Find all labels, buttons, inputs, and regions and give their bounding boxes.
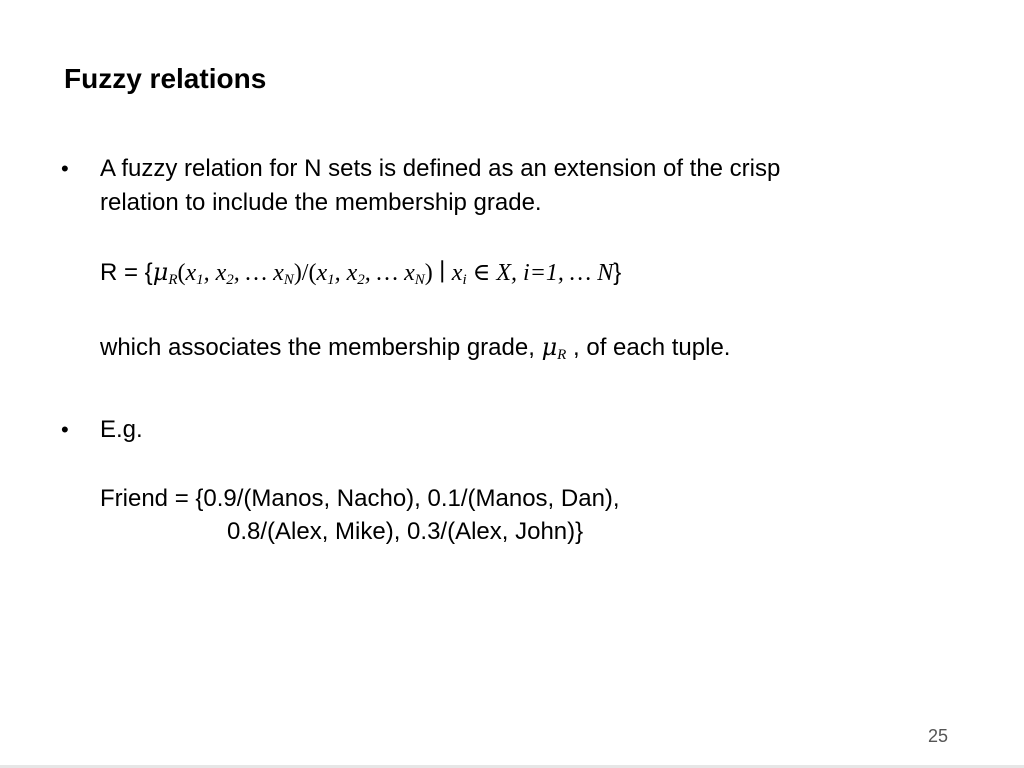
formula-subscript: N	[414, 272, 425, 288]
relation-formula	[100, 256, 621, 296]
formula-suffix: }	[613, 259, 622, 286]
formula-slash: )/(	[293, 260, 317, 286]
formula-set: X	[496, 260, 512, 286]
mu-symbol: μ	[541, 333, 558, 361]
formula-bar: ∣	[432, 260, 452, 286]
formula-var: x	[346, 260, 358, 286]
formula-subscript: 2	[357, 272, 365, 288]
formula-index: , i=1, …	[511, 260, 598, 286]
formula-open-paren: (	[177, 260, 186, 286]
formula-subscript: 1	[327, 272, 335, 288]
formula-subscript: 1	[196, 272, 204, 288]
formula-upper: N	[597, 260, 614, 286]
formula-var: x	[451, 260, 463, 286]
formula-close-paren: )	[424, 260, 433, 286]
mu-symbol: μ	[152, 258, 169, 286]
formula-subscript: N	[283, 272, 294, 288]
formula-var: x	[273, 260, 284, 286]
associates-line	[100, 331, 730, 371]
bullet-text-line: A fuzzy relation for N sets is defined as an extension of the crisp	[100, 155, 781, 182]
formula-comma: ,	[334, 260, 347, 286]
formula-comma: ,	[203, 260, 216, 286]
mu-subscript: R	[557, 347, 567, 363]
page-number: 25	[928, 726, 949, 746]
formula-ellipsis: , …	[233, 260, 274, 286]
formula-var: x	[215, 260, 227, 286]
mu-subscript: R	[168, 272, 178, 288]
bullet-text-line: relation to include the membership grade.	[100, 189, 542, 216]
formula-prefix: R = {	[100, 259, 153, 286]
formula-subscript: 2	[226, 272, 234, 288]
example-line: 0.8/(Alex, Mike), 0.3/(Alex, John)}	[227, 518, 584, 545]
bullet-text-line: E.g.	[100, 416, 143, 443]
bullet-marker: •	[61, 417, 69, 442]
element-of-symbol: ∈	[466, 260, 497, 286]
slide-title: Fuzzy relations	[64, 63, 267, 94]
formula-var: x	[316, 260, 328, 286]
formula-ellipsis: , …	[364, 260, 405, 286]
example-line: Friend = {0.9/(Manos, Nacho), 0.1/(Manos, Dan),	[100, 485, 620, 512]
formula-subscript: i	[462, 272, 467, 288]
associates-before: which associates the membership grade,	[100, 334, 542, 361]
formula-var: x	[404, 260, 415, 286]
associates-after: , of each tuple.	[566, 334, 731, 361]
bullet-marker: •	[61, 156, 69, 181]
formula-var: x	[185, 260, 197, 286]
